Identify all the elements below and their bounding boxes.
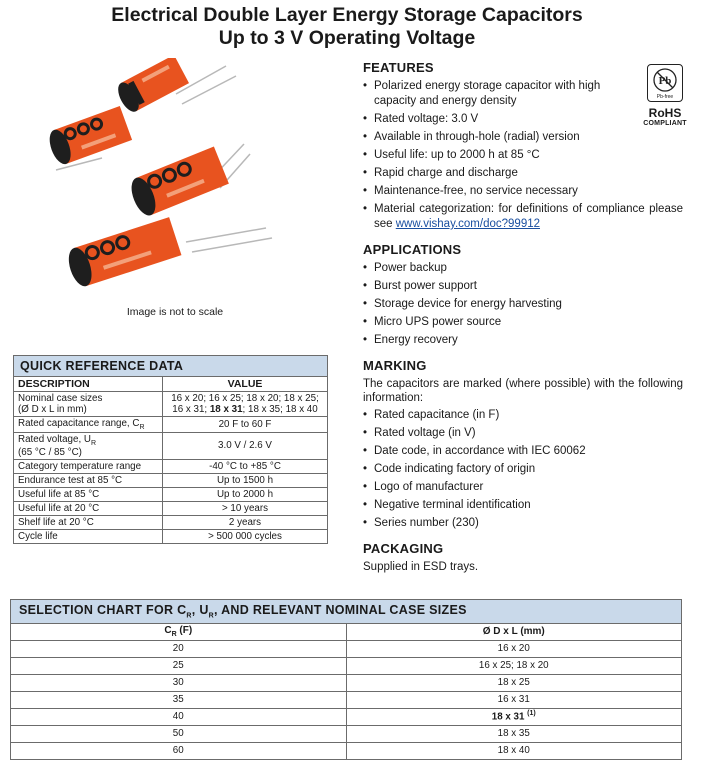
table-cell-value: -40 °C to +85 °C — [163, 459, 328, 473]
cell-text: (65 °C / 85 °C) — [18, 446, 82, 458]
table-cell-desc: Endurance test at 85 °C — [14, 473, 163, 487]
capacitor-3 — [127, 147, 229, 219]
table-row — [14, 432, 328, 459]
table-cell-value: 2 years — [163, 515, 328, 529]
marking-heading: MARKING — [363, 358, 427, 373]
list-item: • Series number (230) — [363, 516, 683, 531]
list-item: • Energy recovery — [363, 333, 683, 348]
title-line-2: Up to 3 V Operating Voltage — [218, 27, 476, 49]
cell-text: 16 x 20; 16 x 25; 18 x 20; 18 x 25; — [171, 393, 319, 404]
cell-text: 16 x 31; — [172, 404, 210, 415]
table-cell-desc: Category temperature range — [14, 459, 163, 473]
table-cell-value: Up to 2000 h — [163, 487, 328, 501]
features-heading: FEATURES — [363, 60, 434, 75]
table-cell-size: 16 x 25; 18 x 20 — [346, 657, 682, 674]
list-item: • Rapid charge and discharge — [363, 166, 683, 181]
list-item: • Useful life: up to 2000 h at 85 °C — [363, 148, 683, 163]
list-item: • Polarized energy storage capacitor with high capacity and energy density — [363, 79, 624, 109]
marking-intro: The capacitors are marked (where possible) with the following information: — [363, 378, 683, 404]
cell-subscript: R — [139, 423, 145, 431]
right-column — [363, 60, 683, 577]
cell-subscript: R — [90, 439, 97, 447]
table-cell-size: 18 x 35 — [346, 725, 682, 742]
list-item: • Maintenance-free, no service necessary — [363, 184, 683, 199]
table-cell-desc — [14, 417, 163, 433]
list-item: • Burst power support — [363, 279, 683, 294]
list-item: • Storage device for energy harvesting — [363, 297, 683, 312]
col-header-value: VALUE — [163, 377, 328, 392]
table-row — [14, 417, 328, 433]
table-cell-desc: Useful life at 85 °C — [14, 487, 163, 501]
table-row — [14, 529, 328, 543]
compliance-text: Material categorization: for definitions of compliance please see — [374, 203, 683, 230]
table-cell-size: 16 x 20 — [346, 640, 682, 657]
list-item: • Available in through-hole (radial) version — [363, 130, 683, 145]
applications-heading: APPLICATIONS — [363, 242, 462, 257]
table-cell-value: 20 F to 60 F — [163, 417, 328, 433]
applications-list — [363, 261, 683, 348]
quick-reference-title: QUICK REFERENCE DATA — [14, 356, 328, 377]
table-row — [11, 657, 682, 674]
cell-text: Nominal case sizes — [18, 393, 103, 404]
title-line-1: Electrical Double Layer Energy Storage Capacitors — [111, 4, 583, 26]
table-cell-desc: Cycle life — [14, 529, 163, 543]
table-cell-capacitance: 40 — [11, 708, 347, 725]
table-cell-capacitance: 25 — [11, 657, 347, 674]
table-cell-capacitance: 20 — [11, 640, 347, 657]
capacitor-2 — [46, 106, 133, 167]
table-cell-value — [163, 392, 328, 417]
cell-text-bold: 18 x 31 — [491, 711, 525, 723]
table-cell-desc — [14, 432, 163, 459]
table-cell-capacitance: 35 — [11, 691, 347, 708]
table-cell-capacitance: 60 — [11, 742, 347, 759]
table-row — [14, 459, 328, 473]
pb-symbol: Pb — [658, 75, 672, 87]
table-row — [11, 674, 682, 691]
table-cell-size: 18 x 25 — [346, 674, 682, 691]
selection-chart-title: SELECTION CHART FOR $C_R$, $U_R$, AND RELEVANT NOMINAL CASE SIZES — [11, 600, 682, 624]
capacitor-4 — [64, 217, 181, 289]
table-cell-capacitance: 30 — [11, 674, 347, 691]
rohs-label: RoHS — [648, 106, 682, 120]
cell-text-bold: 18 x 31 — [209, 404, 243, 415]
list-item: • Rated voltage (in V) — [363, 426, 683, 441]
table-row — [14, 487, 328, 501]
table-cell-size — [346, 708, 682, 725]
table-cell-desc — [14, 392, 163, 417]
product-image — [36, 58, 326, 308]
rohs-compliant-label: COMPLIANT — [643, 120, 687, 127]
page-title — [0, 4, 694, 50]
footnote-marker: (1) — [527, 710, 536, 718]
table-cell-desc: Shelf life at 20 °C — [14, 515, 163, 529]
list-item: • Negative terminal identification — [363, 498, 683, 513]
compliance-link[interactable]: www.vishay.com/doc?99912 — [395, 218, 540, 230]
cell-text: ; 18 x 35; 18 x 40 — [242, 404, 318, 415]
list-item: • Code indicating factory of origin — [363, 462, 683, 477]
features-list — [363, 79, 683, 232]
table-row — [11, 742, 682, 759]
list-item — [363, 202, 683, 232]
col-header-case-size: Ø D x L (mm) — [346, 623, 682, 640]
table-row — [14, 501, 328, 515]
table-cell-capacitance: 50 — [11, 725, 347, 742]
list-item: • Logo of manufacturer — [363, 480, 683, 495]
table-cell-value: Up to 1500 h — [163, 473, 328, 487]
packaging-heading: PACKAGING — [363, 541, 444, 556]
marking-list — [363, 408, 683, 531]
cell-text: (Ø D x L in mm) — [18, 404, 87, 415]
selection-chart-table — [10, 599, 682, 760]
packaging-text: Supplied in ESD trays. — [363, 561, 479, 573]
quick-reference-table — [13, 355, 328, 544]
table-row — [11, 725, 682, 742]
list-item: • Power backup — [363, 261, 683, 276]
col-header-description: DESCRIPTION — [14, 377, 163, 392]
table-row — [11, 640, 682, 657]
table-cell-size: 18 x 40 — [346, 742, 682, 759]
table-cell-size: 16 x 31 — [346, 691, 682, 708]
list-item: • Rated voltage: 3.0 V — [363, 112, 683, 127]
table-row — [14, 392, 328, 417]
cell-text: Rated capacitance range, C — [18, 418, 140, 429]
table-cell-value: > 500 000 cycles — [163, 529, 328, 543]
table-row — [11, 691, 682, 708]
image-caption: Image is not to scale — [126, 306, 224, 318]
table-row — [11, 708, 682, 725]
table-row — [14, 473, 328, 487]
cell-text — [167, 404, 323, 415]
table-cell-value: > 10 years — [163, 501, 328, 515]
pb-free-caption: Pb-free — [656, 94, 674, 100]
list-item: • Micro UPS power source — [363, 315, 683, 330]
capacitors-illustration — [36, 58, 326, 308]
list-item: • Date code, in accordance with IEC 60062 — [363, 444, 683, 459]
table-cell-desc: Useful life at 20 °C — [14, 501, 163, 515]
capacitor-1 — [114, 58, 189, 115]
table-cell-value: 3.0 V / 2.6 V — [163, 432, 328, 459]
cell-text: Rated voltage, U — [18, 433, 91, 445]
table-row — [14, 515, 328, 529]
list-item: • Rated capacitance (in F) — [363, 408, 683, 423]
col-header-capacitance: $C_R$ (F) — [11, 623, 347, 640]
